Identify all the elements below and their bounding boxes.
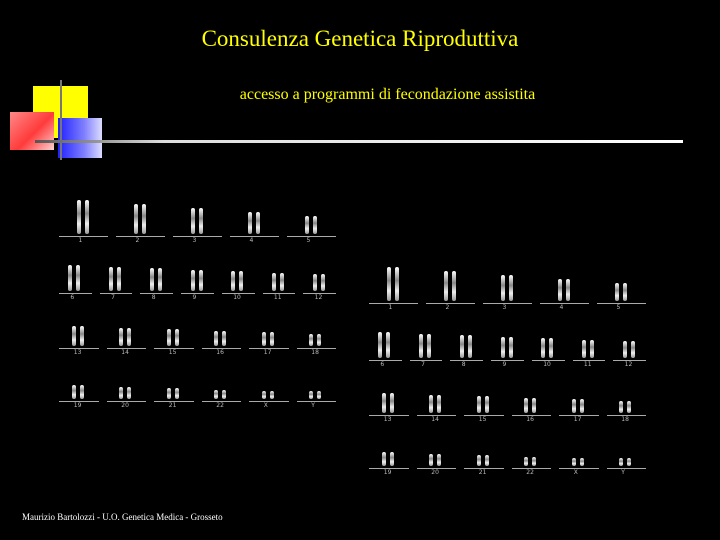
chromosome-label: 18 xyxy=(621,416,629,423)
footer-credit: Maurizio Bartolozzi - U.O. Genetica Medica - Grosseto xyxy=(22,512,223,522)
karyotype-baseline xyxy=(532,360,565,361)
karyotype-baseline xyxy=(369,415,409,416)
chromosome xyxy=(270,332,274,346)
chromosome xyxy=(386,332,390,358)
chromosome-label: 7 xyxy=(421,361,425,368)
karyotype-baseline xyxy=(607,468,647,469)
chromosome-pair-10 xyxy=(540,338,556,370)
chromosome xyxy=(214,331,218,347)
decor-blue-square xyxy=(58,118,102,158)
chromosome-label: X xyxy=(263,402,268,409)
chromosome-pair-6 xyxy=(377,332,393,370)
chromosome xyxy=(541,338,545,358)
chromosome xyxy=(509,337,513,359)
chromosome xyxy=(68,265,72,291)
chromosome xyxy=(134,204,138,234)
karyotype-baseline xyxy=(59,348,99,349)
chromosome xyxy=(566,279,570,301)
chromosome xyxy=(158,268,162,291)
chromosome-pair-7 xyxy=(418,334,434,371)
chromosome xyxy=(501,275,505,301)
chromosome xyxy=(623,341,627,358)
karyotype-baseline xyxy=(59,401,99,402)
karyotype-baseline xyxy=(181,293,214,294)
chromosome xyxy=(429,454,433,467)
karyotype-baseline xyxy=(597,303,646,304)
chromosome-pair-19 xyxy=(381,452,397,478)
karyotype-baseline xyxy=(303,293,336,294)
karyotype-baseline xyxy=(287,236,336,237)
chromosome-pair-7 xyxy=(108,267,124,304)
chromosome xyxy=(437,395,441,414)
chromosome-label: 2 xyxy=(135,237,140,244)
chromosome-pair-13 xyxy=(381,393,397,425)
karyotype-baseline xyxy=(107,348,147,349)
karyotype-baseline xyxy=(202,401,242,402)
chromosome-label: 13 xyxy=(383,416,392,423)
chromosome xyxy=(256,212,260,234)
chromosome xyxy=(429,395,433,414)
chromosome-label: 9 xyxy=(502,361,507,368)
chromosome xyxy=(378,332,382,358)
karyotype-baseline xyxy=(222,293,255,294)
karyotype-baseline xyxy=(249,401,289,402)
karyotype-baseline xyxy=(173,236,222,237)
decor-horizontal-line xyxy=(35,140,683,143)
chromosome-pair-2 xyxy=(443,271,459,313)
chromosome xyxy=(72,326,76,346)
karyotype-baseline xyxy=(369,468,409,469)
chromosome-pair-18 xyxy=(618,401,634,426)
chromosome xyxy=(127,387,131,400)
chromosome-pair-11 xyxy=(581,340,597,371)
chromosome xyxy=(262,332,266,346)
chromosome xyxy=(313,216,317,234)
chromosome xyxy=(549,338,553,358)
chromosome xyxy=(280,273,284,292)
chromosome-pair-15 xyxy=(166,329,182,358)
karyotype-baseline xyxy=(512,415,552,416)
chromosome xyxy=(167,388,171,399)
chromosome xyxy=(501,337,505,359)
chromosome-label: 19 xyxy=(73,402,82,409)
karyotype-baseline xyxy=(540,303,589,304)
chromosome-label: 15 xyxy=(168,349,177,356)
chromosome xyxy=(382,452,386,466)
chromosome xyxy=(305,216,309,234)
chromosome xyxy=(77,200,81,234)
chromosome xyxy=(85,200,89,234)
chromosome-label: 20 xyxy=(431,469,439,476)
chromosome xyxy=(468,335,472,358)
chromosome xyxy=(524,398,528,414)
chromosome xyxy=(248,212,252,234)
karyotype-left xyxy=(55,195,340,409)
chromosome xyxy=(167,329,171,346)
chromosome xyxy=(524,457,528,467)
karyotype-baseline xyxy=(154,401,194,402)
chromosome xyxy=(109,267,113,292)
chromosome-label: 14 xyxy=(431,416,439,423)
chromosome xyxy=(395,267,399,301)
chromosome-pair-16 xyxy=(523,398,539,426)
chromosome xyxy=(199,208,203,234)
karyotype-baseline xyxy=(297,348,337,349)
chromosome xyxy=(619,458,623,466)
chromosome xyxy=(76,265,80,291)
karyotype-baseline xyxy=(59,236,108,237)
chromosome-label: 18 xyxy=(311,349,319,356)
chromosome-label: 6 xyxy=(70,294,75,301)
karyotype-baseline xyxy=(607,415,647,416)
chromosome xyxy=(485,396,489,413)
chromosome-pair-4 xyxy=(557,279,573,313)
chromosome xyxy=(80,326,84,346)
karyotype-baseline xyxy=(263,293,296,294)
chromosome xyxy=(80,385,84,399)
chromosome-pair-21 xyxy=(476,455,492,478)
chromosome xyxy=(317,391,321,399)
chromosome xyxy=(313,274,317,291)
karyotype-baseline xyxy=(512,468,552,469)
chromosome xyxy=(572,399,576,413)
chromosome-label: 6 xyxy=(380,361,385,368)
chromosome-label: 8 xyxy=(461,361,466,368)
chromosome xyxy=(390,452,394,466)
chromosome xyxy=(477,455,481,466)
chromosome xyxy=(142,204,146,234)
karyotype-baseline xyxy=(417,415,457,416)
decor-vertical-line xyxy=(60,80,62,160)
chromosome-pair-1 xyxy=(386,267,402,313)
karyotype-baseline xyxy=(154,348,194,349)
slide-title: Consulenza Genetica Riproduttiva xyxy=(201,26,519,51)
chromosome-pair-12 xyxy=(622,341,638,370)
chromosome-label: 14 xyxy=(121,349,129,356)
chromosome-pair-14 xyxy=(118,328,134,359)
karyotype-baseline xyxy=(249,348,289,349)
chromosome xyxy=(272,273,276,292)
chromosome-pair-9 xyxy=(190,270,206,304)
chromosome-pair-20 xyxy=(428,454,444,479)
chromosome xyxy=(452,271,456,301)
chromosome-label: X xyxy=(573,469,578,476)
chromosome xyxy=(239,271,243,291)
chromosome-label: Y xyxy=(311,402,315,409)
chromosome-label: 3 xyxy=(502,304,507,311)
chromosome-pair-5 xyxy=(304,216,320,246)
chromosome-pair-10 xyxy=(230,271,246,303)
chromosome-label: 8 xyxy=(151,294,156,301)
chromosome-label: Y xyxy=(621,469,625,476)
chromosome-pair-1 xyxy=(76,200,92,246)
chromosome xyxy=(214,390,218,400)
chromosome xyxy=(419,334,423,359)
chromosome xyxy=(590,340,594,359)
chromosome xyxy=(222,390,226,400)
chromosome xyxy=(175,329,179,346)
chromosome-label: 11 xyxy=(583,361,592,368)
chromosome-label: 1 xyxy=(388,304,393,311)
chromosome-label: 5 xyxy=(306,237,311,244)
chromosome xyxy=(231,271,235,291)
chromosome-label: 22 xyxy=(216,402,224,409)
chromosome-label: 2 xyxy=(445,304,450,311)
chromosome-pair-16 xyxy=(213,331,229,359)
chromosome-label: 1 xyxy=(78,237,83,244)
chromosome xyxy=(437,454,441,467)
chromosome-label: 21 xyxy=(168,402,177,409)
chromosome xyxy=(262,391,266,399)
chromosome xyxy=(117,267,121,292)
chromosome xyxy=(460,335,464,358)
karyotype-baseline xyxy=(573,360,606,361)
chromosome-pair-11 xyxy=(271,273,287,304)
chromosome-pair-6 xyxy=(67,265,83,303)
chromosome-label: 4 xyxy=(249,237,254,244)
chromosome xyxy=(175,388,179,399)
chromosome xyxy=(72,385,76,399)
chromosome xyxy=(119,387,123,400)
chromosome-label: 12 xyxy=(624,361,633,368)
karyotype-baseline xyxy=(464,415,504,416)
chromosome xyxy=(485,455,489,466)
chromosome-pair-20 xyxy=(118,387,134,412)
chromosome xyxy=(532,457,536,467)
chromosome-label: 17 xyxy=(573,416,582,423)
chromosome xyxy=(627,401,631,414)
chromosome xyxy=(427,334,431,359)
chromosome-label: 13 xyxy=(73,349,82,356)
karyotype-baseline xyxy=(369,303,418,304)
karyotype-baseline xyxy=(559,468,599,469)
chromosome xyxy=(150,268,154,291)
karyotype-baseline xyxy=(100,293,133,294)
chromosome-pair-8 xyxy=(149,268,165,303)
chromosome xyxy=(619,401,623,414)
karyotype-baseline xyxy=(116,236,165,237)
karyotype-baseline xyxy=(410,360,443,361)
chromosome-label: 16 xyxy=(526,416,534,423)
chromosome-pair-3 xyxy=(190,208,206,246)
karyotype-baseline xyxy=(483,303,532,304)
chromosome xyxy=(199,270,203,292)
karyotype-baseline xyxy=(369,360,402,361)
karyotype-baseline xyxy=(59,293,92,294)
chromosome xyxy=(119,328,123,347)
karyotype-baseline xyxy=(613,360,646,361)
chromosome xyxy=(623,283,627,301)
chromosome-pair-9 xyxy=(500,337,516,371)
chromosome xyxy=(558,279,562,301)
karyotype-baseline xyxy=(107,401,147,402)
chromosome xyxy=(127,328,131,347)
karyotype-baseline xyxy=(559,415,599,416)
chromosome-pair-4 xyxy=(247,212,263,246)
chromosome xyxy=(222,331,226,347)
chromosome xyxy=(191,208,195,234)
chromosome-pair-3 xyxy=(500,275,516,313)
chromosome-pair-12 xyxy=(312,274,328,303)
chromosome-label: 19 xyxy=(383,469,392,476)
chromosome xyxy=(580,458,584,466)
chromosome-pair-18 xyxy=(308,334,324,359)
chromosome xyxy=(317,334,321,347)
karyotype-right xyxy=(365,262,650,476)
karyotype-baseline xyxy=(426,303,475,304)
chromosome xyxy=(387,267,391,301)
chromosome-pair-14 xyxy=(428,395,444,426)
chromosome-pair-15 xyxy=(476,396,492,425)
chromosome-pair-17 xyxy=(261,332,277,358)
chromosome-label: 5 xyxy=(616,304,621,311)
karyotype-baseline xyxy=(417,468,457,469)
chromosome-label: 10 xyxy=(233,294,241,301)
karyotype-baseline xyxy=(230,236,279,237)
chromosome-label: 17 xyxy=(263,349,272,356)
chromosome xyxy=(270,391,274,399)
chromosome-label: 11 xyxy=(273,294,282,301)
chromosome xyxy=(321,274,325,291)
karyotype-baseline xyxy=(140,293,173,294)
chromosome xyxy=(532,398,536,414)
chromosome xyxy=(582,340,586,359)
chromosome-label: 15 xyxy=(478,416,487,423)
chromosome-label: 3 xyxy=(192,237,197,244)
karyotype-baseline xyxy=(464,468,504,469)
chromosome xyxy=(631,341,635,358)
karyotype-baseline xyxy=(491,360,524,361)
karyotype-baseline xyxy=(202,348,242,349)
karyotype-baseline xyxy=(450,360,483,361)
chromosome xyxy=(627,458,631,466)
slide-subtitle: accesso a programmi di fecondazione assistita xyxy=(239,86,536,103)
chromosome-label: 7 xyxy=(111,294,115,301)
chromosome xyxy=(309,391,313,399)
chromosome-label: 22 xyxy=(526,469,534,476)
chromosome xyxy=(509,275,513,301)
decor-red-square xyxy=(10,112,54,150)
chromosome-pair-5 xyxy=(614,283,630,313)
chromosome-pair-8 xyxy=(459,335,475,370)
karyotype-baseline xyxy=(297,401,337,402)
chromosome-label: 16 xyxy=(216,349,224,356)
chromosome-label: 10 xyxy=(543,361,551,368)
chromosome xyxy=(477,396,481,413)
chromosome-pair-17 xyxy=(571,399,587,425)
chromosome xyxy=(572,458,576,466)
chromosome-pair-13 xyxy=(71,326,87,358)
chromosome-label: 21 xyxy=(478,469,487,476)
chromosome-label: 20 xyxy=(121,402,129,409)
chromosome-label: 4 xyxy=(559,304,564,311)
chromosome-pair-21 xyxy=(166,388,182,411)
chromosome-pair-19 xyxy=(71,385,87,411)
chromosome xyxy=(382,393,386,413)
chromosome xyxy=(444,271,448,301)
chromosome-label: 12 xyxy=(314,294,323,301)
chromosome xyxy=(390,393,394,413)
chromosome xyxy=(191,270,195,292)
chromosome xyxy=(309,334,313,347)
chromosome-pair-2 xyxy=(133,204,149,246)
chromosome xyxy=(615,283,619,301)
chromosome xyxy=(580,399,584,413)
chromosome-label: 9 xyxy=(192,294,197,301)
